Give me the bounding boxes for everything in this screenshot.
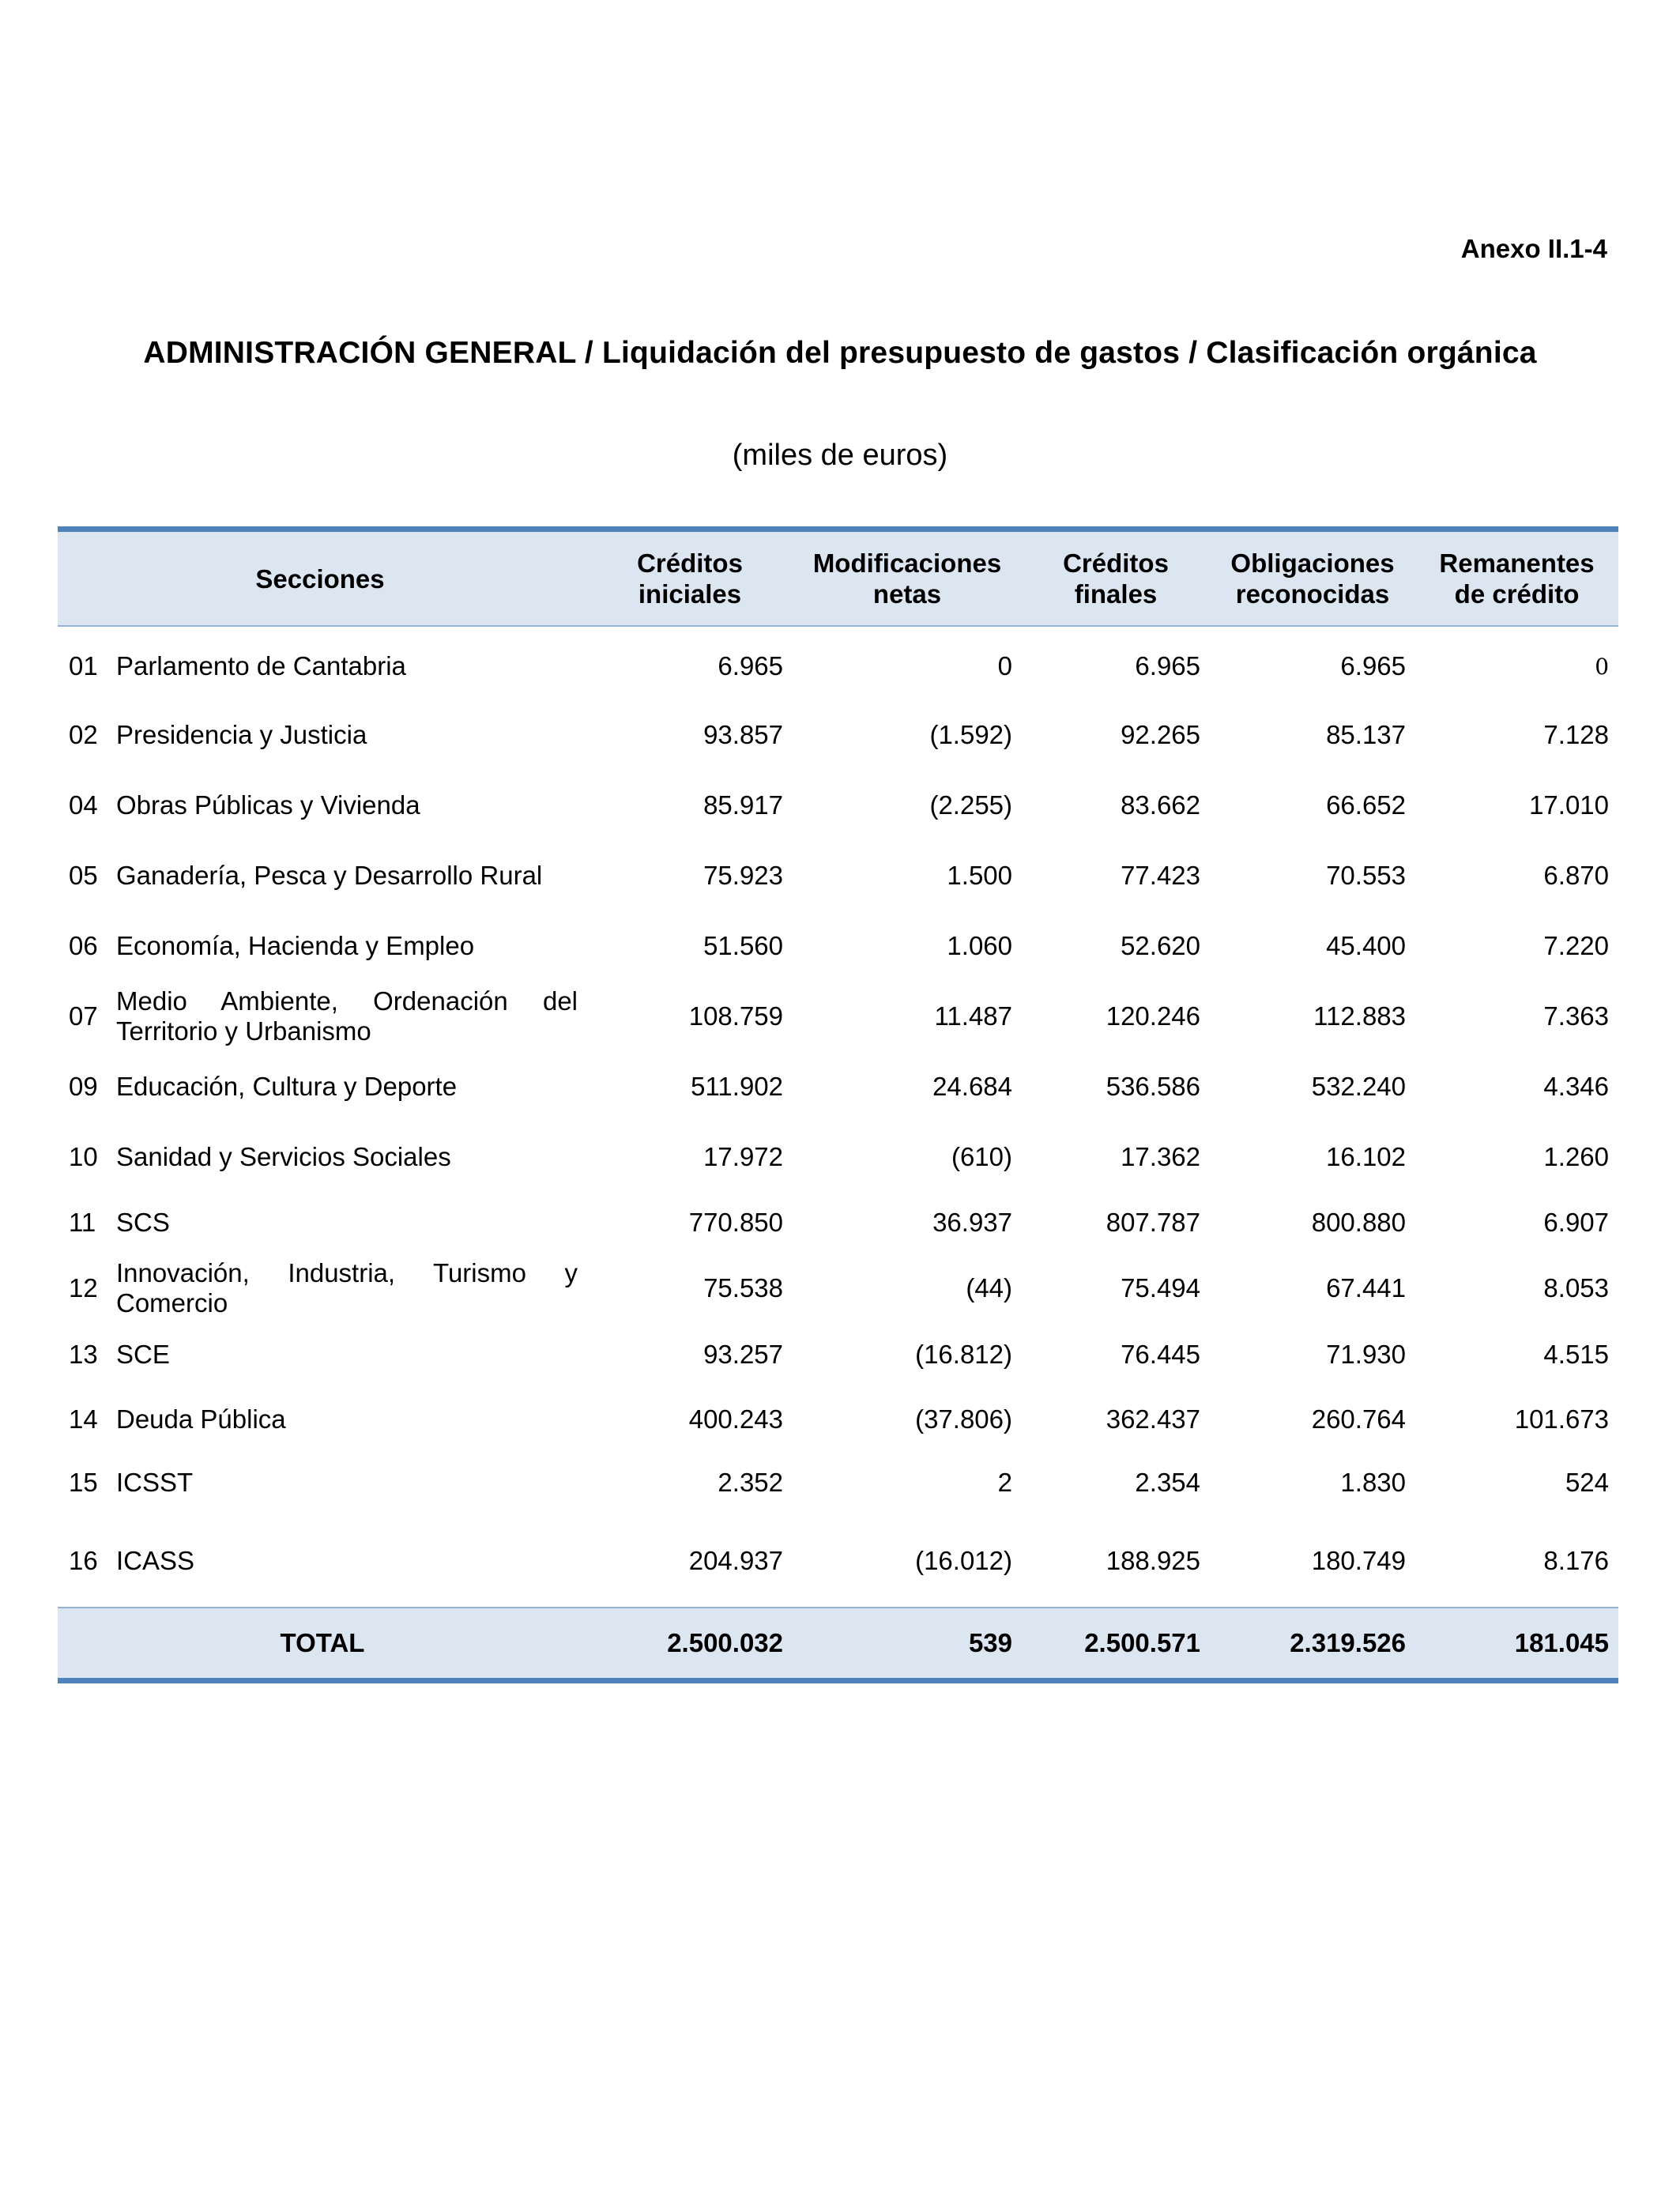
modificaciones-netas-value: 0 xyxy=(997,651,1013,680)
obligaciones-reconocidas-value: 532.240 xyxy=(1311,1072,1407,1101)
remanentes-credito-value: 0 xyxy=(1595,653,1610,680)
remanentes-credito-value: 101.673 xyxy=(1514,1404,1610,1434)
modificaciones-netas-value: (2.255) xyxy=(929,790,1013,820)
table-row xyxy=(58,1451,1618,1514)
budget-table xyxy=(58,526,1618,1683)
creditos-iniciales-value: 93.857 xyxy=(703,719,784,749)
section-code: 07 xyxy=(69,1001,98,1031)
budget-table-container xyxy=(58,526,1618,1683)
obligaciones-reconocidas-value: 112.883 xyxy=(1313,1001,1407,1031)
total-remanentes-credito: 181.045 xyxy=(1415,1608,1618,1681)
remanentes-credito-value: 8.053 xyxy=(1543,1272,1610,1302)
creditos-iniciales-value: 85.917 xyxy=(703,790,784,820)
table-row xyxy=(58,1192,1618,1253)
table-row xyxy=(58,770,1618,840)
creditos-iniciales-value: 75.923 xyxy=(703,860,784,890)
section-name: Parlamento de Cantabria xyxy=(116,651,406,680)
modificaciones-netas-value: (16.812) xyxy=(915,1340,1013,1369)
section-code: 10 xyxy=(69,1141,98,1171)
remanentes-credito-value: 8.176 xyxy=(1543,1545,1610,1575)
modificaciones-netas-value: 1.060 xyxy=(947,930,1013,960)
creditos-iniciales-value: 108.759 xyxy=(688,1001,784,1031)
section-name: Sanidad y Servicios Sociales xyxy=(116,1141,451,1171)
modificaciones-netas-value: 36.937 xyxy=(932,1208,1013,1237)
creditos-finales-value: 6.965 xyxy=(1135,651,1201,680)
remanentes-credito-value: 6.870 xyxy=(1543,860,1610,890)
obligaciones-reconocidas-value: 67.441 xyxy=(1326,1272,1407,1302)
creditos-finales-value: 83.662 xyxy=(1121,790,1201,820)
section-code: 06 xyxy=(69,930,98,960)
obligaciones-reconocidas-value: 66.652 xyxy=(1326,790,1407,820)
table-row xyxy=(58,633,1618,699)
section-name: Ganadería, Pesca y Desarrollo Rural xyxy=(116,860,543,890)
section-code: 11 xyxy=(69,1208,96,1237)
modificaciones-netas-value: (610) xyxy=(951,1141,1013,1171)
creditos-iniciales-value: 6.965 xyxy=(718,651,784,680)
header-remanentes-credito: Remanentes de crédito xyxy=(1415,530,1618,627)
creditos-iniciales-value: 17.972 xyxy=(703,1141,784,1171)
header-creditos-finales: Créditos finales xyxy=(1022,530,1210,627)
obligaciones-reconocidas-value: 260.764 xyxy=(1311,1404,1407,1434)
creditos-iniciales-value: 770.850 xyxy=(688,1208,784,1237)
table-row xyxy=(58,1052,1618,1122)
table-row xyxy=(58,1122,1618,1192)
section-name: SCE xyxy=(116,1340,170,1369)
remanentes-credito-value: 4.515 xyxy=(1543,1340,1610,1369)
total-modificaciones-netas: 539 xyxy=(793,1608,1022,1681)
creditos-finales-value: 17.362 xyxy=(1121,1141,1201,1171)
modificaciones-netas-value: (44) xyxy=(966,1272,1013,1302)
remanentes-credito-value: 7.363 xyxy=(1543,1001,1610,1031)
table-total-row xyxy=(58,1608,1618,1681)
table-row xyxy=(58,1322,1618,1387)
annex-label: Anexo II.1-4 xyxy=(1460,234,1607,263)
total-obligaciones-reconocidas: 2.319.526 xyxy=(1210,1608,1415,1681)
table-row xyxy=(58,1387,1618,1451)
modificaciones-netas-value: (37.806) xyxy=(915,1404,1013,1434)
section-code: 01 xyxy=(69,651,98,680)
section-name: Educación, Cultura y Deporte xyxy=(116,1072,458,1101)
creditos-iniciales-value: 93.257 xyxy=(703,1340,784,1369)
table-row xyxy=(58,981,1618,1052)
section-code: 16 xyxy=(69,1545,98,1575)
modificaciones-netas-value: (16.012) xyxy=(915,1545,1013,1575)
units-subtitle: (miles de euros) xyxy=(732,439,948,472)
section-code: 13 xyxy=(69,1340,98,1369)
table-row xyxy=(58,699,1618,770)
creditos-iniciales-value: 511.902 xyxy=(691,1072,784,1101)
creditos-finales-value: 76.445 xyxy=(1121,1340,1201,1369)
remanentes-credito-value: 17.010 xyxy=(1529,790,1610,820)
section-name: Obras Públicas y Vivienda xyxy=(116,790,420,820)
obligaciones-reconocidas-value: 180.749 xyxy=(1311,1545,1407,1575)
section-name: Economía, Hacienda y Empleo xyxy=(116,930,475,960)
creditos-finales-value: 188.925 xyxy=(1106,1545,1201,1575)
total-label: TOTAL xyxy=(58,1608,587,1681)
creditos-finales-value: 92.265 xyxy=(1121,719,1201,749)
creditos-finales-value: 807.787 xyxy=(1106,1208,1201,1237)
creditos-finales-value: 77.423 xyxy=(1121,860,1201,890)
modificaciones-netas-value: (1.592) xyxy=(929,719,1013,749)
section-code: 09 xyxy=(69,1072,98,1101)
obligaciones-reconocidas-value: 16.102 xyxy=(1326,1141,1407,1171)
total-creditos-finales: 2.500.571 xyxy=(1022,1608,1210,1681)
creditos-iniciales-value: 75.538 xyxy=(703,1272,784,1302)
section-name: SCS xyxy=(116,1208,170,1237)
creditos-iniciales-value: 51.560 xyxy=(703,930,784,960)
total-creditos-iniciales: 2.500.032 xyxy=(587,1608,793,1681)
section-name: Deuda Pública xyxy=(116,1404,286,1434)
creditos-finales-value: 75.494 xyxy=(1121,1272,1201,1302)
obligaciones-reconocidas-value: 85.137 xyxy=(1326,719,1407,749)
remanentes-credito-value: 4.346 xyxy=(1543,1072,1610,1101)
header-obligaciones-reconocidas: Obligaciones reconocidas xyxy=(1210,530,1415,627)
header-modificaciones-netas: Modificaciones netas xyxy=(793,530,1022,627)
creditos-finales-value: 120.246 xyxy=(1106,1001,1201,1031)
obligaciones-reconocidas-value: 800.880 xyxy=(1311,1208,1407,1237)
creditos-finales-value: 2.354 xyxy=(1135,1468,1201,1497)
creditos-finales-value: 362.437 xyxy=(1106,1404,1201,1434)
table-row xyxy=(58,1514,1618,1608)
section-name: Innovación, Industria, Turismo y Comercio xyxy=(116,1257,578,1318)
table-row xyxy=(58,1253,1618,1322)
obligaciones-reconocidas-value: 71.930 xyxy=(1326,1340,1407,1369)
creditos-iniciales-value: 2.352 xyxy=(718,1468,784,1497)
section-code: 15 xyxy=(69,1468,98,1497)
creditos-finales-value: 52.620 xyxy=(1121,930,1201,960)
remanentes-credito-value: 524 xyxy=(1565,1468,1610,1497)
remanentes-credito-value: 7.220 xyxy=(1543,930,1610,960)
table-row xyxy=(58,840,1618,910)
modificaciones-netas-value: 2 xyxy=(997,1468,1013,1497)
header-creditos-iniciales: Créditos iniciales xyxy=(587,530,793,627)
section-code: 14 xyxy=(69,1404,98,1434)
section-name: ICSST xyxy=(116,1468,194,1497)
remanentes-credito-value: 1.260 xyxy=(1543,1141,1610,1171)
remanentes-credito-value: 6.907 xyxy=(1543,1208,1610,1237)
header-secciones: Secciones xyxy=(58,530,587,627)
table-header-row xyxy=(58,530,1618,627)
spacer-row xyxy=(58,626,1618,633)
section-code: 04 xyxy=(69,790,98,820)
section-name: Presidencia y Justicia xyxy=(116,719,367,749)
obligaciones-reconocidas-value: 6.965 xyxy=(1340,651,1407,680)
section-code: 12 xyxy=(69,1272,98,1302)
modificaciones-netas-value: 11.487 xyxy=(934,1001,1013,1031)
modificaciones-netas-value: 1.500 xyxy=(947,860,1013,890)
remanentes-credito-value: 7.128 xyxy=(1543,719,1610,749)
modificaciones-netas-value: 24.684 xyxy=(932,1072,1013,1101)
creditos-finales-value: 536.586 xyxy=(1106,1072,1201,1101)
creditos-iniciales-value: 204.937 xyxy=(688,1545,784,1575)
section-code: 02 xyxy=(69,719,98,749)
creditos-iniciales-value: 400.243 xyxy=(688,1404,784,1434)
section-name: Medio Ambiente, Ordenación del Territorio y Urbanismo xyxy=(116,986,578,1046)
table-row xyxy=(58,910,1618,981)
obligaciones-reconocidas-value: 45.400 xyxy=(1326,930,1407,960)
section-name: ICASS xyxy=(116,1545,195,1575)
table-body xyxy=(58,626,1618,1608)
page-title: ADMINISTRACIÓN GENERAL / Liquidación del presupuesto de gastos / Clasificación orgánica xyxy=(143,336,1537,370)
section-code: 05 xyxy=(69,860,98,890)
obligaciones-reconocidas-value: 1.830 xyxy=(1340,1468,1407,1497)
obligaciones-reconocidas-value: 70.553 xyxy=(1326,860,1407,890)
